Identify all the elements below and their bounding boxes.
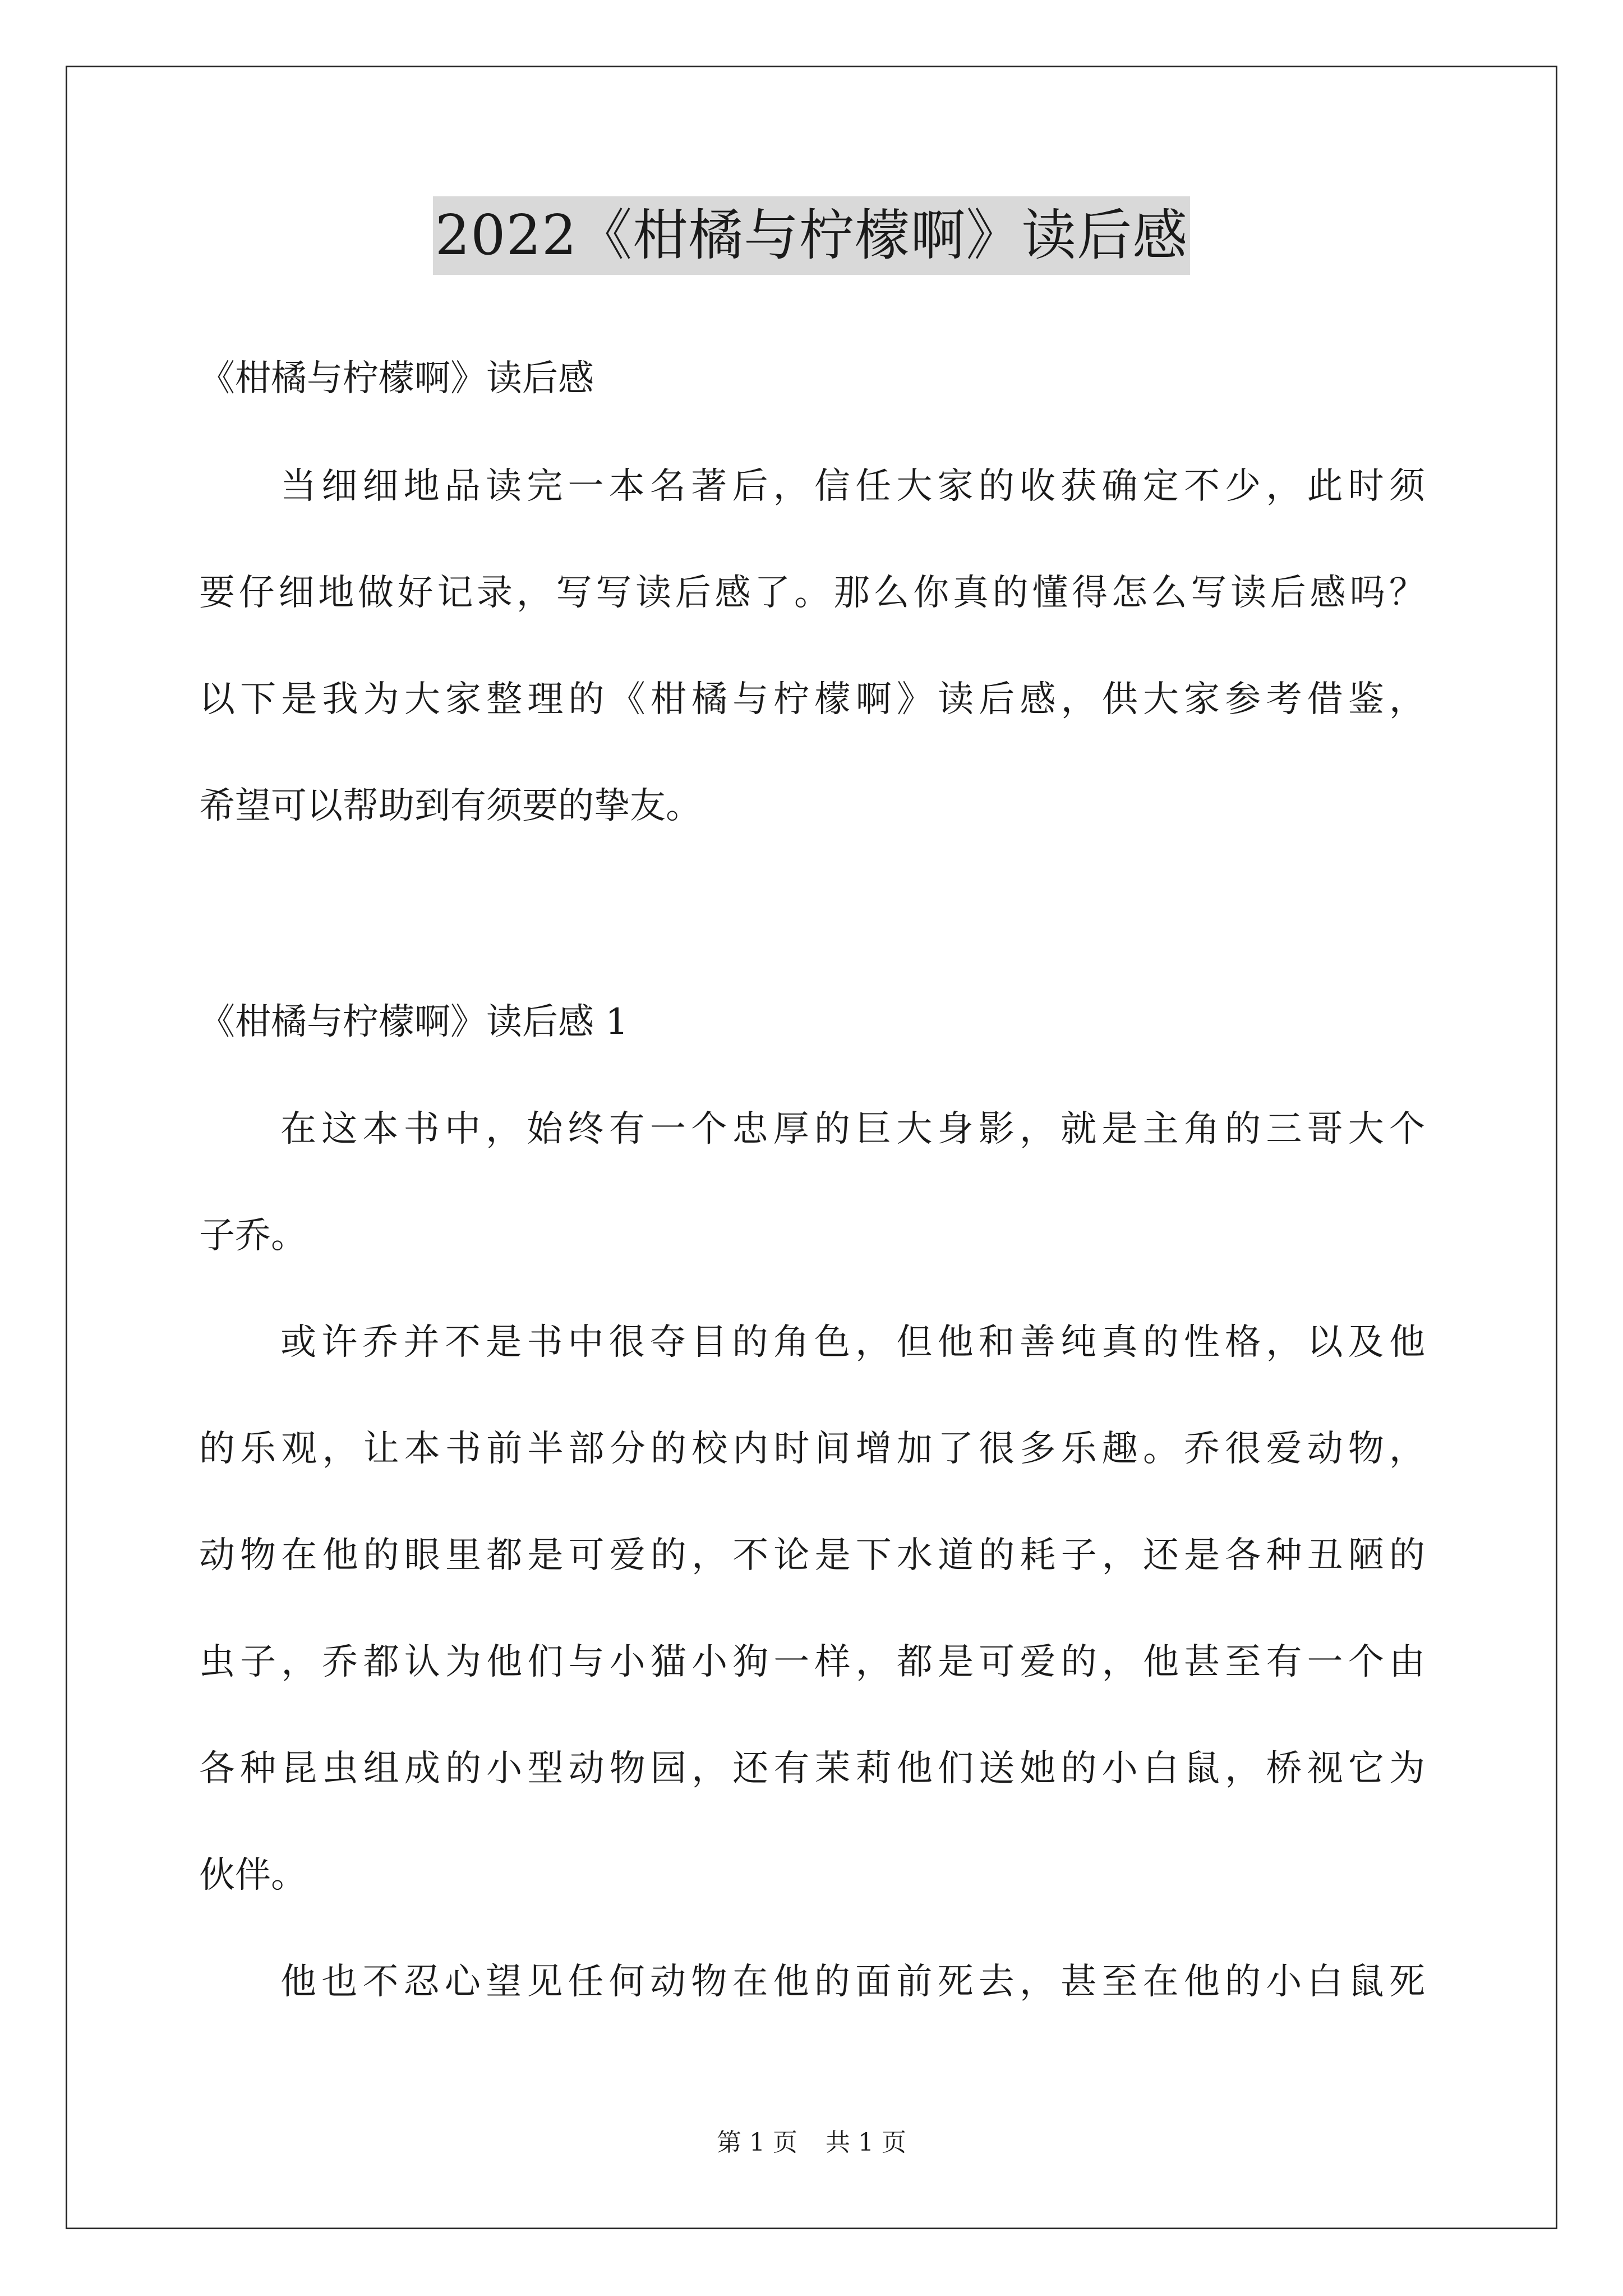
page-total: 共 1 页 — [826, 2128, 906, 2157]
paragraph-line: 各种昆虫组成的小型动物园，还有茉莉他们送她的小白鼠，桥视它为 — [199, 1748, 1425, 1789]
page-footer — [0, 2126, 1623, 2160]
document-title: 2022《柑橘与柠檬啊》读后感 — [433, 196, 1190, 275]
paragraph-line: 或许乔并不是书中很夺目的角色，但他和善纯真的性格，以及他 — [280, 1322, 1425, 1363]
page-number: 第 1 页 — [717, 2128, 797, 2157]
subtitle: 《柑橘与柠檬啊》读后感 — [199, 358, 594, 399]
paragraph-line: 他也不忍心望见任何动物在他的面前死去，甚至在他的小白鼠死 — [280, 1961, 1425, 2003]
paragraph-line: 子乔。 — [199, 1215, 307, 1257]
intro-line: 希望可以帮助到有须要的挚友。 — [199, 785, 702, 827]
paragraph-line: 在这本书中，始终有一个忠厚的巨大身影，就是主角的三哥大个 — [280, 1108, 1425, 1150]
intro-line: 当细细地品读完一本名著后，信任大家的收获确定不少，此时须 — [280, 466, 1425, 507]
section-heading: 《柑橘与柠檬啊》读后感 1 — [199, 1001, 629, 1043]
intro-line: 以下是我为大家整理的《柑橘与柠檬啊》读后感，供大家参考借鉴， — [199, 679, 1425, 720]
paragraph-line: 动物在他的眼里都是可爱的，不论是下水道的耗子，还是各种丑陋的 — [199, 1535, 1425, 1576]
paragraph-line: 的乐观，让本书前半部分的校内时间增加了很多乐趣。乔很爱动物， — [199, 1428, 1425, 1470]
paragraph-line: 虫子，乔都认为他们与小猫小狗一样，都是可爱的，他甚至有一个由 — [199, 1641, 1425, 1683]
title-block — [0, 196, 1623, 275]
intro-line: 要仔细地做好记录，写写读后感了。那么你真的懂得怎么写读后感吗？ — [199, 572, 1425, 614]
paragraph-line: 伙伴。 — [199, 1855, 307, 1896]
